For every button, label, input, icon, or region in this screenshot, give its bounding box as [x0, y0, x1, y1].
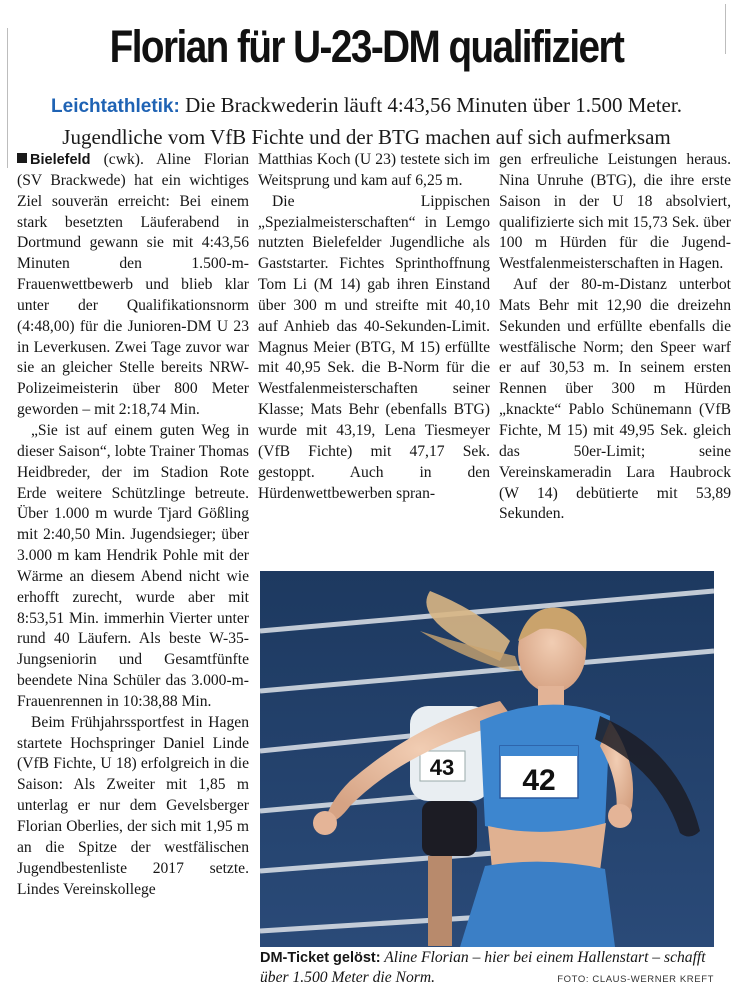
author-tag: (cwk). — [103, 151, 144, 168]
article-paragraph: Auf der 80-m-Distanz unterbot Mats Behr mit 12,90 die dreizehn Sekunden und erfüllte ebenfalls die westfälische Norm; den Speer warf er auf 30,53 m. In seinem ersten Rennen über 300 m Hürden „knackte“ Pablo Schünemann (VfB Fichte, M 15) mit 49,95 Sek. gleich das 50er-Limit; seine Vereinskameradin Lara Haubrock (W 14) debütierte mit 53,89 Sekunden. — [499, 276, 731, 523]
bib-number-front: 42 — [522, 764, 556, 797]
article-paragraph-continued: Matthias Koch (U 23) testete sich im Weitsprung und kam auf 6,25 m. — [258, 151, 490, 189]
article-text: Aline Florian (SV Brackwede) hat ein wichtiges Ziel souverän erreicht: Bei einem stark besetzten Läuferabend in Dortmund gewann sie mit 4:43,56 Minuten den 1.500-m-Frauenwettbewerb und blieb klar unter der Qualifikationsnorm (4:48,00) für die Junioren-DM U 23 in Leverkusen. Zwei Tage zuvor war sie an gleicher Stelle bereits NRW-Polizeimeisterin über 800 Meter geworden – mit 2:18,74 Min. — [17, 151, 249, 419]
bib-number-back: 43 — [429, 755, 455, 780]
headline: Florian für U-23-DM qualifiziert — [109, 21, 624, 72]
dateline-square-icon — [17, 153, 27, 163]
article-column-2 — [258, 150, 490, 504]
news-photo — [260, 571, 714, 947]
subheadline-line-1: Die Brackwederin läuft 4:43,56 Minuten über 1.500 Meter. — [185, 93, 682, 117]
caption-text: Aline Florian – hier bei einem Hallenstart – schafft über 1.500 Meter die Norm. — [260, 949, 706, 986]
photo-credit: FOTO: CLAUS-WERNER KREFT — [557, 974, 714, 985]
subheadline — [0, 90, 733, 152]
article-paragraph — [17, 150, 249, 421]
article-column-1 — [17, 150, 249, 900]
article-paragraph-continued: gen erfreuliche Leistungen heraus. Nina Unruhe (BTG), die ihre erste Saison in der U 18 absolviert, qualifizierte sich mit 15,73 Sek. über 100 m Hürden für die Jugend-Westfalenmeisterschaften in Hagen. — [499, 151, 731, 273]
column-rule-right — [725, 4, 726, 54]
article-column-3 — [499, 150, 731, 525]
article-paragraph: Die Lippischen „Spezialmeisterschaften“ in Lemgo nutzten Bielefelder Jugendliche als Gaststarter. Fichtes Sprinthoffnung Tom Li (M 14) gab ihren Einstand über 300 m und streifte mit 40,10 auf Anhieb das 40-Sekunden-Limit. Magnus Meier (BTG, M 15) erfüllte mit 40,95 Sek. die B-Norm für die Westfalenmeisterschaften seiner Klasse; Mats Behr (ebenfalls BTG) wurde mit 43,19, Lena Tiesmeyer (VfB Fichte) mit 47,17 Sek. gestoppt. Auch in den Hürdenwettbewerben spran- — [258, 192, 490, 502]
caption-lead: DM-Ticket gelöst: — [260, 950, 381, 966]
article-paragraph: Beim Frühjahrssportfest in Hagen startete Hochspringer Daniel Linde (VfB Fichte, U 18) erfolgreich in die Saison: Als Zweiter mit 1,85 m unterlag er nur dem Gevelsberger Florian Oberlies, der sich mit 1,95 m an die Spitze der westfälischen Jugendbestenliste 2017 setzte. Lindes Vereinskollege — [17, 713, 249, 898]
subheadline-kicker: Leichtathletik: — [51, 96, 180, 117]
dateline: Bielefeld — [30, 152, 91, 168]
photo-illustration — [260, 571, 714, 947]
subheadline-line-2: Jugendliche vom VfB Fichte und der BTG machen auf sich aufmerksam — [62, 125, 671, 149]
article-paragraph: „Sie ist auf einem guten Weg in dieser Saison“, lobte Trainer Thomas Heidbreder, der im Stadion Rote Erde weitere Schützlinge betreute. Über 1.000 m wurde Tjard Gößling mit 2:40,50 Min. Jugendsieger; über 3.000 m kam Hendrik Pohle mit der Wärme an diesem Abend nicht wie erhofft zurecht, wurde aber mit 8:53,51 Min. immerhin Vierter unter rund 40 Läufern. Als beste W-35-Jungseniorin und Gesamtfünfte beendete Nina Schüler das 3.000-m-Frauenrennen in 10:38,88 Min. — [17, 421, 249, 710]
